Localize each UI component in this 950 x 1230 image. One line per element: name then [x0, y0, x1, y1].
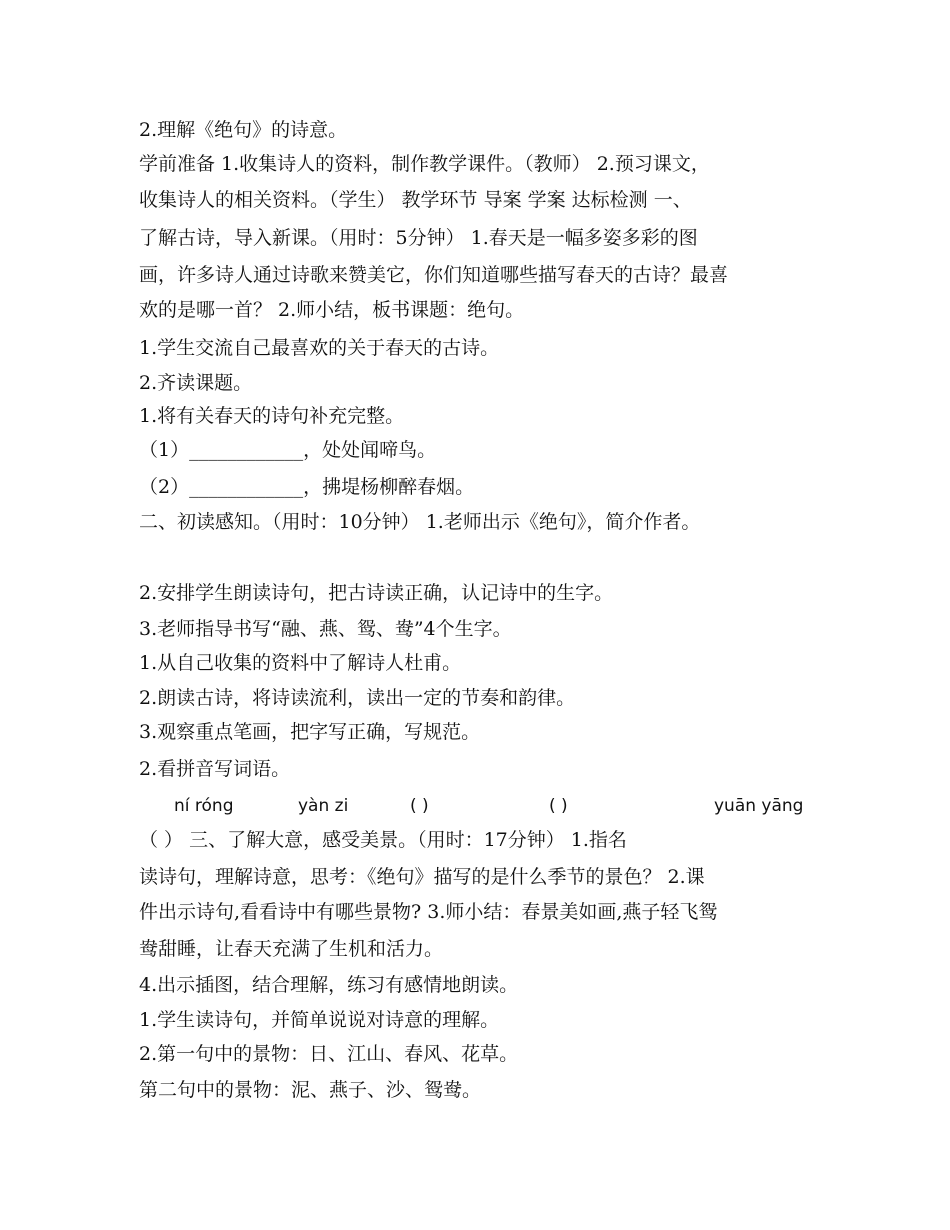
text-line: 读诗句，理解诗意，思考：《绝句》描写的是什么季节的景色？ 2.课 — [139, 866, 705, 888]
text-line: 鸯甜睡，让春天充满了生机和活力。 — [139, 938, 444, 960]
text-line: 收集诗人的相关资料。（学生） 教学环节 导案 学案 达标检测 一、 — [139, 189, 692, 211]
text-line: 画，许多诗人通过诗歌来赞美它，你们知道哪些描写春天的古诗？最喜 — [139, 264, 729, 286]
text-line: 3.老师指导书写“融、燕、鸳、鸯”4个生字。 — [139, 618, 512, 640]
text-line: 2.齐读课题。 — [139, 372, 253, 394]
pinyin-word: yuān yāng — [714, 796, 804, 816]
text-line: 2.理解《绝句》的诗意。 — [139, 119, 348, 141]
text-line: 2.安排学生朗读诗句，把古诗读正确，认记诗中的生字。 — [139, 582, 614, 604]
text-line: 二、初读感知。（用时：10分钟） 1.老师出示《绝句》，简介作者。 — [139, 511, 701, 533]
text-line: 1.将有关春天的诗句补充完整。 — [139, 405, 405, 427]
text-line: （ ） 三、了解大意，感受美景。（用时：17分钟） 1.指名 — [139, 829, 627, 851]
text-line: 1.从自己收集的资料中了解诗人杜甫。 — [139, 652, 462, 674]
text-line: （1）____________，处处闻啼鸟。 — [139, 439, 437, 461]
text-line: 2.朗读古诗，将诗读流利，读出一定的节奏和韵律。 — [139, 687, 576, 709]
text-line: （2）____________，拂堤杨柳醉春烟。 — [139, 476, 475, 498]
text-line: 了解古诗，导入新课。（用时：5分钟） 1.春天是一幅多姿多彩的图 — [139, 227, 698, 249]
text-line: 2.看拼音写词语。 — [139, 758, 291, 780]
text-line: 件出示诗句,看看诗中有哪些景物? 3.师小结：春景美如画,燕子轻飞鸳 — [139, 901, 718, 923]
text-line: 1.学生读诗句，并简单说说对诗意的理解。 — [139, 1009, 500, 1031]
answer-blank: ( ) — [410, 796, 429, 816]
pinyin-word: ní róng — [174, 796, 234, 816]
answer-blank: ( ) — [549, 796, 568, 816]
text-line: 4.出示插图，结合理解，练习有感情地朗读。 — [139, 974, 519, 996]
text-line: 欢的是哪一首？ 2.师小结，板书课题：绝句。 — [139, 299, 525, 321]
text-line: 3.观察重点笔画，把字写正确，写规范。 — [139, 721, 481, 743]
text-line: 1.学生交流自己最喜欢的关于春天的古诗。 — [139, 337, 500, 359]
text-line: 学前准备 1.收集诗人的资料，制作教学课件。（教师） 2.预习课文， — [139, 153, 710, 175]
pinyin-word: yàn zi — [298, 796, 349, 816]
text-line: 2.第一句中的景物：日、江山、春风、花草。 — [139, 1043, 519, 1065]
text-line: 第二句中的景物：泥、燕子、沙、鸳鸯。 — [139, 1079, 482, 1101]
